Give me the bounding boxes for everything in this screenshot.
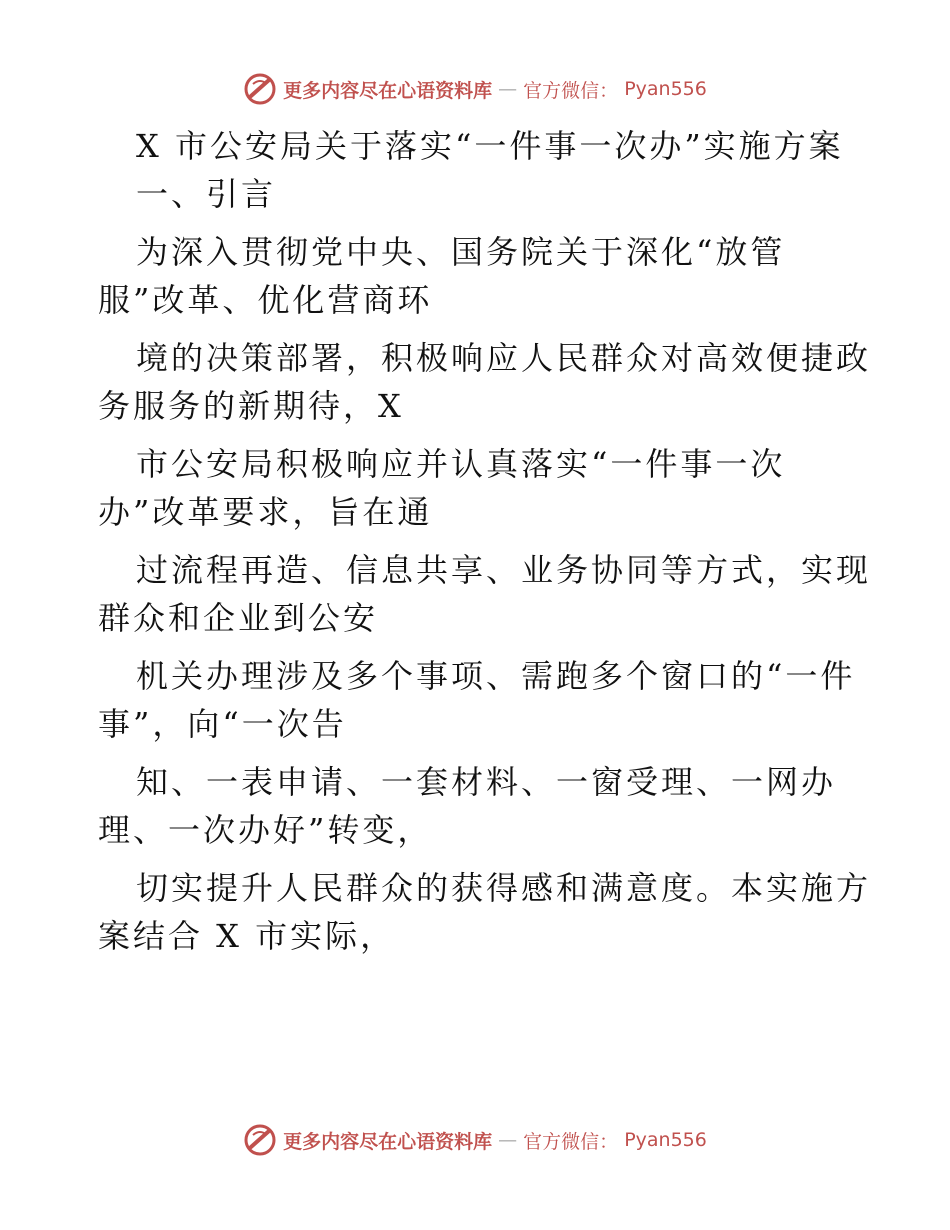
watermark-header (0, 72, 950, 106)
paragraph-line: 办”改革要求，旨在通 (98, 493, 433, 531)
logo-icon (243, 1123, 277, 1157)
paragraph-line: 为深入贯彻党中央、国务院关于深化“放管 (136, 233, 786, 271)
paragraph-line: 务服务的新期待，X (98, 387, 404, 425)
paragraph-line: 机关办理涉及多个事项、需跑多个窗口的“一件 (136, 657, 856, 695)
paragraph-line: 服”改革、优化营商环 (98, 281, 433, 319)
document-title: X 市公安局关于落实“一件事一次办”实施方案 (136, 127, 844, 165)
paragraph-line: 群众和企业到公安 (98, 599, 379, 637)
watermark-wechat-id: Pyan556 (624, 1129, 707, 1151)
section-heading: 一、引言 (136, 175, 277, 213)
document-body (98, 122, 872, 960)
paragraph-line: 理、一次办好”转变， (98, 811, 433, 849)
watermark-wechat-label: 官方微信： (523, 1130, 619, 1153)
paragraph-line: 案结合 X 市实际， (98, 917, 396, 955)
watermark-main-text: 更多内容尽在心语资料库 (283, 79, 493, 102)
paragraph-line: 过流程再造、信息共享、业务协同等方式，实现 (136, 551, 872, 589)
watermark-main-text: 更多内容尽在心语资料库 (283, 1130, 493, 1153)
paragraph-line: 市公安局积极响应并认真落实“一件事一次 (136, 445, 786, 483)
paragraph-line: 事”，向“一次告 (98, 705, 347, 743)
watermark-separator: — (498, 78, 518, 100)
paragraph-line: 知、一表申请、一套材料、一窗受理、一网办 (136, 763, 837, 801)
watermark-wechat-id: Pyan556 (624, 78, 707, 100)
logo-icon (243, 72, 277, 106)
watermark-footer (0, 1123, 950, 1157)
watermark-wechat-label: 官方微信： (523, 79, 619, 102)
watermark-separator: — (498, 1129, 518, 1151)
paragraph-line: 境的决策部署，积极响应人民群众对高效便捷政 (136, 339, 872, 377)
paragraph-line: 切实提升人民群众的获得感和满意度。本实施方 (136, 869, 872, 907)
